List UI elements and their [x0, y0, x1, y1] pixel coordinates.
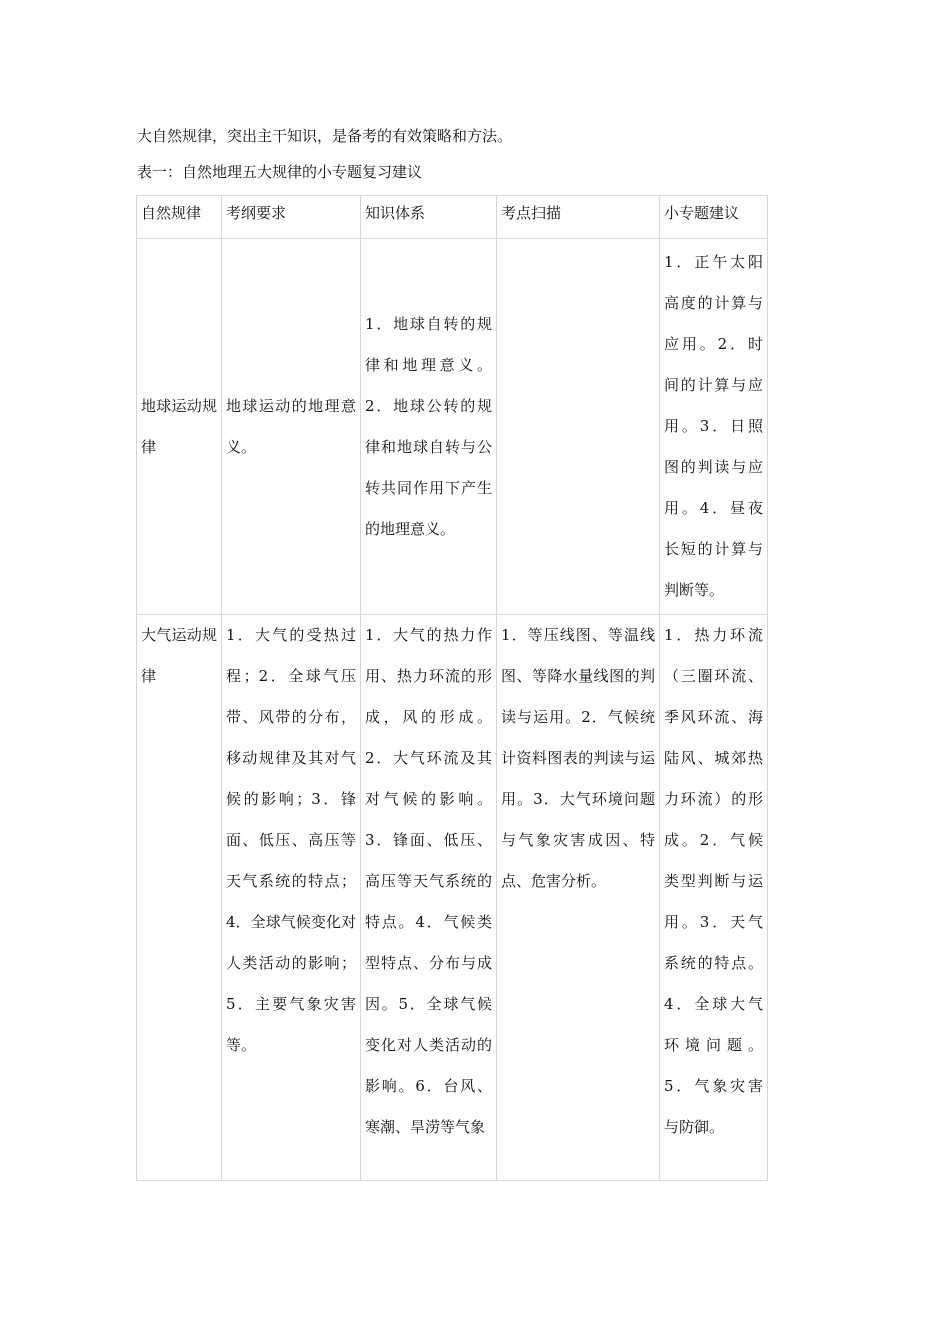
cell-suggestion: 1．热力环流（三圈环流、季风环流、海陆风、城郊热力环流）的形成。2．气候类型判断与运用。3．天气系统的特点。4．全球大气环境问题。5．气象灾害与防御。	[660, 615, 768, 1181]
cell-law: 地球运动规律	[137, 239, 222, 615]
cell-law: 大气运动规律	[137, 615, 222, 1181]
table-header-row	[137, 196, 768, 239]
cell-knowledge: 1．地球自转的规律和地理意义。2．地球公转的规律和地球自转与公转共同作用下产生的地理意义。	[361, 239, 497, 615]
intro-paragraph: 大自然规律，突出主干知识，是备考的有效策略和方法。	[137, 127, 513, 145]
review-suggestion-table	[136, 195, 768, 1181]
cell-requirement: 1．大气的受热过程；2．全球气压带、风带的分布，移动规律及其对气候的影响；3．锋面、低压、高压等天气系统的特点；4．全球气候变化对人类活动的影响；5．主要气象灾害等。	[222, 615, 361, 1181]
table-caption: 表一：自然地理五大规律的小专题复习建议	[137, 163, 423, 181]
header-natural-law: 自然规律	[137, 196, 222, 239]
cell-knowledge: 1．大气的热力作用、热力环流的形成，风的形成。2．大气环流及其对气候的影响。3．锋面、低压、高压等天气系统的特点。4．气候类型特点、分布与成因。5．全球气候变化对人类活动的影响。6．台风、寒潮、旱涝等气象	[361, 615, 497, 1181]
cell-suggestion: 1．正午太阳高度的计算与应用。2．时间的计算与应用。3．日照图的判读与应用。4．昼夜长短的计算与判断等。	[660, 239, 768, 615]
header-knowledge-system: 知识体系	[361, 196, 497, 239]
table-row-atmosphere-motion	[137, 615, 768, 1181]
header-exam-point-scan: 考点扫描	[497, 196, 660, 239]
header-syllabus-requirement: 考纲要求	[222, 196, 361, 239]
cell-scan	[497, 239, 660, 615]
header-topic-suggestion: 小专题建议	[660, 196, 768, 239]
cell-scan: 1．等压线图、等温线图、等降水量线图的判读与运用。2．气候统计资料图表的判读与运用。3．大气环境问题与气象灾害成因、特点、危害分析。	[497, 615, 660, 1181]
cell-requirement: 地球运动的地理意义。	[222, 239, 361, 615]
table-row-earth-motion	[137, 239, 768, 615]
